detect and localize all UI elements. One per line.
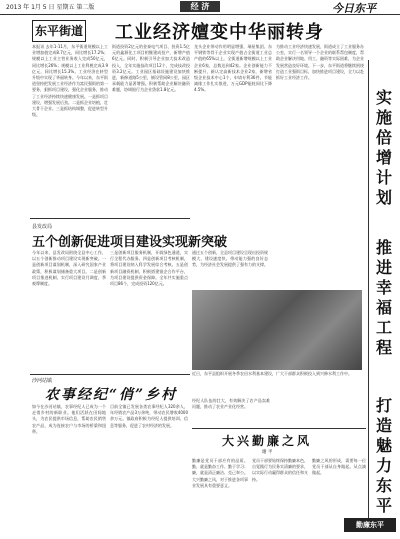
lead-column-4: 为推动工业经济快速发展，街道成立了工业服务办公室，实行一名领导一个企业的联系帮包制度，帮助企业解决用地、用工、融资等实际困难，为企业发展营造良好环境。下一步，东平街道将继续围绕打造工业强街目标，加快推进项目建设，全力以赴抓好工业经济工作。 — [276, 44, 364, 81]
slogan-3: 打造魅力东平 — [375, 396, 392, 515]
commentary-title: 大兴勤廉之风 — [222, 434, 313, 448]
photo-caption: 近日，东平县组织开展冬季农田水利基本建设，广大干部群众积极投入到兴修水利工作中。 — [192, 371, 352, 376]
divider — [192, 428, 366, 429]
section-label: 经 济 — [180, 1, 220, 12]
commentary-column-2: 党员干部要始终保持勤廉本色，自觉践行为民务实清廉的要求，以实际行动赢得群众的信任和支持。 — [252, 458, 308, 482]
lead-column-3: 龙头企业带动作用明显增强，瑞星集团、东平钢铁等骨干企业实现产值占全街道工业总产值的65%以上。全街道新增规模以上工业企业6家，总数达到42家。企业创新能力不断提升，新认定高新技术企业2家，新增省级企业技术中心1个，申请专利36件。节能减排工作扎实推进，万元GDP能耗同比下降4.5%。 — [194, 44, 272, 93]
farming-column-1: 如今在沙河站镇，农事经纪人已成为一个走俏乡村的新职业。他们活跃在田间地头，为农民提供市场信息，帮助农民销售农产品，成为连接农户与市场的桥梁和纽带。 — [32, 404, 106, 434]
projects-column-3: 通过五个创新，全县项目建设呈现出投资规模大、建设速度快、带动能力强的良好态势，为经济社会发展提供了强有力的支撑。 — [192, 250, 268, 268]
date-line: 2013 年 1月 5 日 星期五 第二版 — [6, 4, 95, 11]
farming-column-2: 目前全镇已发展各类农事经纪人320余人，年经销农产品3万余吨，带动农民增收4000余万元。镇政府积极为经纪人提供培训、信息等服务，促进了农村经济的发展。 — [110, 404, 188, 428]
projects-column-1: 今年以来，县发改局围绕全县中心工作，以五个创新推动项目建设实现新突破。一是创新项目谋划机制，深入研究国家产业政策，积极谋划储备重大项目。二是创新项目推进机制，实行项目建设月调度、季观摩制度。 — [32, 250, 106, 287]
projects-kicker: 县发改局 — [32, 224, 53, 230]
side-divider — [368, 60, 369, 530]
slogan-2: 推进幸福工程 — [375, 238, 392, 357]
farming-title: 农事经纪“俏”乡村 — [45, 387, 178, 403]
divider — [30, 218, 190, 219]
commentary-byline: 谢 平 — [262, 450, 273, 455]
projects-title: 五个创新促进项目建设实现新突破 — [32, 235, 228, 250]
farming-kicker: 沙河站镇 — [32, 378, 53, 384]
slogan-1: 实施倍增计划 — [375, 88, 392, 207]
projects-column-2: 三是创新项目服务机制，开辟绿色通道，实行全程代办服务。四是创新项目考核机制，将项目建设纳入科学发展综合考核。五是创新项目融资机制，积极搭建银企合作平台，为项目建设提供资金保障。全年共实施重点项目86个，完成投资120亿元。 — [110, 250, 188, 287]
divider — [30, 374, 190, 375]
farming-column-3: 经纪人队伍的壮大，有效解决了农产品卖难问题，推动了农业产业化经营。 — [192, 398, 270, 410]
lead-tag: 东平街道 — [32, 20, 86, 42]
news-photo — [192, 290, 362, 370]
page-header — [0, 0, 400, 15]
newspaper-logo: 今日东平 — [332, 2, 376, 15]
lead-column-1: 本报讯 去年1-11月，东平街道规模以上工业增加值完成8.7亿元，同比增长17.2%；规模以上工业主营业务收入完成50亿元，同比增长26%；规模以上工业利税完成3.9亿元，同比增长15.3%。工业经济在转型升级中实现了华丽转身。今年以来，东平街道坚持把发展工业经济作为富民强街的第一要务，狠抓项目建设，强化企业服务，推动了工业经济持续快速健康发展。一是抓项目建设，增强发展后劲。二是抓企业培植，壮大骨干企业。三是抓结构调整，促进转型升级。 — [32, 44, 108, 118]
corner-badge: 勤廉东平 — [344, 518, 396, 532]
commentary-column-3: 勤廉之风的形成，需要每一位党员干部从自身做起，从点滴做起。 — [312, 458, 366, 476]
commentary-column-1: 勤廉是党员干部应有的品质。勤，就是勤奋工作、勤于学习；廉，就是清正廉洁、克己奉公。大兴勤廉之风，对于推进各项事业发展具有重要意义。 — [192, 458, 248, 488]
lead-column-2: 街道投资2亿元的金泰电气项目、投资1.5亿元的鑫源化工项目相继建成投产，新增产值6亿元。同时，积极引导企业加大技术改造投入，全年实施技改项目12个，完成技改投资3.2亿元。工业园区基础设施建设加快推进，新修道路5公里，铺设管网8公里，园区承载能力显著增强。积极帮助企业解决融资难题，协调银行为企业贷款1.8亿元。 — [112, 44, 190, 93]
lead-headline: 工业经济嬗变中华丽转身 — [115, 22, 324, 43]
